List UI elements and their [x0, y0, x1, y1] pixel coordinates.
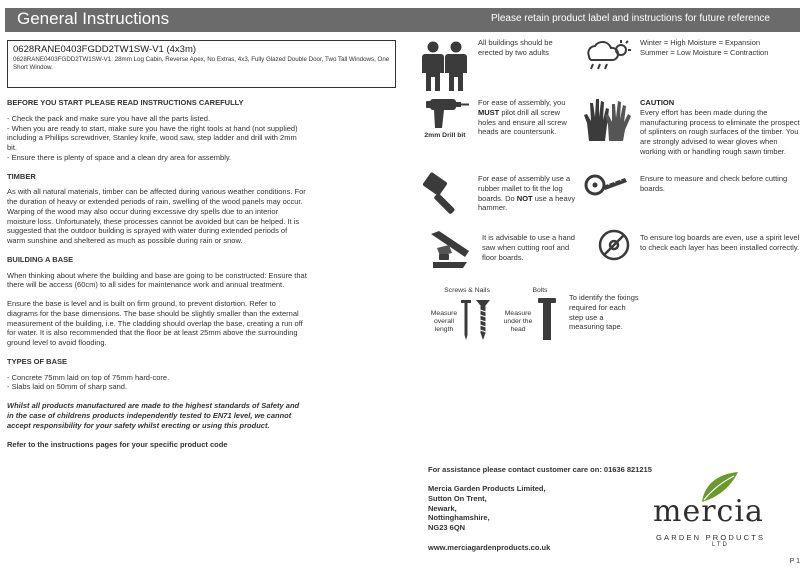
before-start-heading: BEFORE YOU START PLEASE READ INSTRUCTIONS CAREFULLY [7, 98, 244, 107]
website-link[interactable]: www.merciagardenproducts.co.uk [428, 543, 551, 552]
before-start-line: - Ensure there is plenty of space and a clean dry area for assembly. [7, 152, 232, 162]
instructions-column [7, 98, 307, 450]
mallet-text-2: use a heavy hammer. [478, 193, 576, 213]
two-people-icon [420, 40, 470, 92]
drill-label: 2mm Drill bit [424, 132, 466, 139]
measure-tip: Ensure to measure and check before cutting boards. [640, 174, 788, 193]
refer-note: Refer to the instructions pages for your specific product code [7, 440, 228, 450]
types-of-base-line: - Slabs laid on 50mm of sharp sand. [7, 382, 128, 392]
building-base-heading: BUILDING A BASE [7, 254, 74, 264]
mallet-not: NOT [516, 193, 533, 203]
header-bar [5, 8, 800, 32]
header-note: Please retain product label and instructions for future reference [490, 13, 770, 24]
timber-text: As with all natural materials, timber can be affected during various weather conditions. For the duration of heavy or extended periods of rain, swelling of the wood panels may occur. Warping of the wood may also occur during excessive dry spells due to an interior moisture loss. Unfortunately, these processes cannot be avoided but can be helped. It is suggested that the outdoor building is sprayed with water during extended periods of warm sunshine and sheltered as much as possible during rain or snow. [7, 187, 306, 245]
building-base-para-1: When thinking about where the building and base are going to be constructed: Ensure that there will be access (60cm) to all sides for maintenance work and annual treatment. [7, 270, 307, 290]
caution-text: Every effort has been made during the manufacturing process to eliminate the prospect of splinters on rough surfaces of the timber. You are strongly advised to wear gloves when working with or handling rough sawn timber. [640, 107, 800, 156]
product-code-box [7, 40, 396, 88]
weather-icon [583, 38, 631, 72]
page-number: P 1 [789, 558, 800, 565]
product-code: 0628RANE0403FGDD2TW1SW-V1 (4x3m) [13, 44, 197, 55]
safety-warning: Whilst all products manufactured are made to the highest standards of Safety and in the case of childrens products independently tested to EN71 level, we cannot accept responsibility for your safety whilst erecting or using this product. [7, 401, 300, 430]
logo-wordmark: mercia [653, 494, 764, 529]
page-title: General Instructions [17, 9, 170, 28]
pilot-drill-text-2: pilot drill all screw holes and ensure all screw heads are countersunk. [478, 107, 567, 137]
types-of-base-heading: TYPES OF BASE [7, 356, 68, 366]
bolt-icon [538, 298, 556, 340]
fixings-tip: To identify the fixings required for each step use a measuring tape. [569, 293, 639, 332]
product-description: 0628RANE0403FGDD2TW1SW-V1: 28mm Log Cabin, Reverse Apex, No Extras, 4x3, Fully Glazed Double Door, Two Tall Windows, One Short Window. [13, 56, 390, 72]
before-start-line: - Check the pack and make sure you have all the parts listed. [7, 113, 211, 123]
hand-saw-tip: It is advisable to use a hand saw when cutting roof and floor boards. [482, 233, 575, 262]
weather-tip [640, 38, 800, 58]
winter-line: Winter = High Moisture = Expansion [640, 38, 761, 47]
measure-under-label: Measure under the head [503, 310, 533, 334]
nail-icon [460, 300, 472, 340]
mercia-logo [650, 470, 785, 548]
caution-tip [640, 98, 804, 157]
address-line: Mercia Garden Products Limited, [428, 484, 546, 493]
pilot-drill-must: MUST [478, 107, 500, 117]
pilot-drill-text: For ease of assembly, you [478, 98, 566, 107]
spirit-level-tip: To ensure log boards are even, use a spirit level to check each layer has been installed correctly. [640, 233, 800, 252]
address-line: Newark, [428, 503, 457, 513]
company-address [428, 484, 546, 533]
two-adults-tip: All buildings should be erected by two adults [478, 38, 553, 57]
spirit-level-icon [597, 228, 631, 262]
address-line: Sutton On Trent, [428, 493, 487, 503]
logo-subtitle: GARDEN PRODUCTS [656, 533, 766, 542]
customer-care: For assistance please contact customer care on: 01636 821215 [428, 465, 652, 474]
summer-line: Summer = Low Moisture = Contraction [640, 47, 769, 57]
screws-nails-label: Screws & Nails [444, 287, 490, 294]
gloves-icon [583, 97, 631, 143]
types-of-base-list [7, 373, 307, 393]
measure-overall-label: Measure overall length [430, 310, 458, 334]
screw-icon [476, 300, 490, 340]
mallet-tip [478, 174, 576, 213]
logo-ltd: LTD [712, 542, 729, 548]
types-of-base-line: - Concrete 75mm laid on top of 75mm hard-core. [7, 372, 170, 382]
before-start-line: - When you are ready to start, make sure you have the right tools at hand (not supplied) including a Phillips screwdriver, Stanley knife, wood saw, step ladder and drill with 2mm bit. [7, 123, 298, 152]
address-line: Nottinghamshire, [428, 513, 490, 523]
building-base-para-2: Ensure the base is level and is built on firm ground, to prevent distortion. Refer to diagrams for the base dimensions. The base should be slightly smaller than the external measurement of the building, i.e. The cladding should overlap the base, creating a run off for water. It is also recommended that the floor be at least 25mm above the surrounding ground level to avoid flooding. [7, 299, 303, 347]
mallet-text: For ease of assembly use a rubber mallet to fit the log boards. Do [478, 174, 571, 203]
drill-icon [420, 97, 470, 131]
hand-saw-icon [427, 228, 475, 272]
mallet-icon [421, 172, 467, 218]
bolts-label: Bolts [532, 287, 548, 294]
address-line: NG23 6QN [428, 523, 466, 532]
timber-heading: TIMBER [7, 171, 36, 181]
tape-measure-icon [583, 172, 631, 198]
pilot-drill-tip [478, 98, 570, 137]
caution-heading: CAUTION [640, 98, 675, 107]
before-start-list [7, 114, 307, 163]
